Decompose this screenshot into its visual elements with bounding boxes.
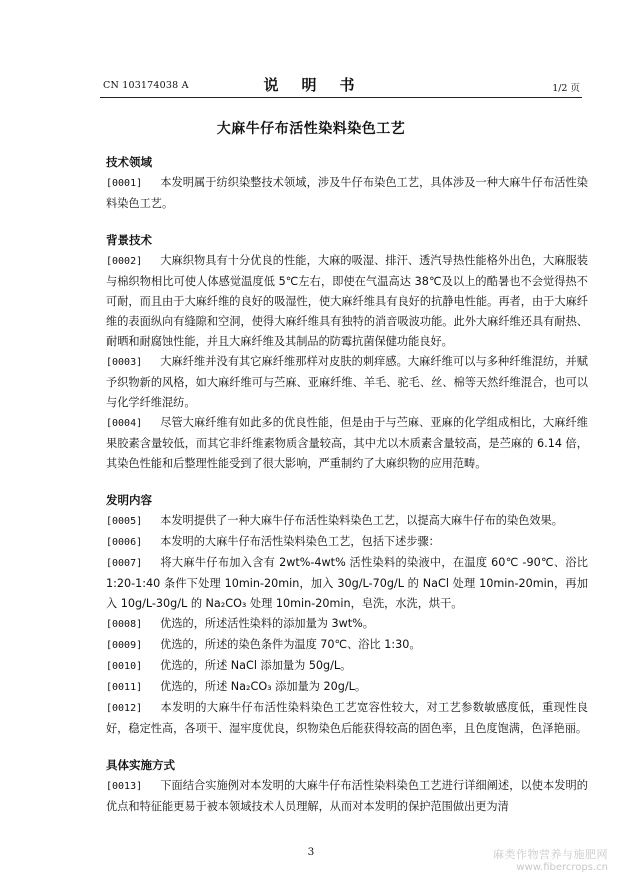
paragraph-text: 优选的，所述活性染料的添加量为 3wt%。: [160, 617, 374, 630]
document-body: [106, 152, 588, 833]
publication-number: CN 103174038 A: [103, 80, 189, 91]
paragraph: [106, 553, 588, 614]
paragraph-text: 大麻纤维并没有其它麻纤维那样对皮肤的刺痒感。大麻纤维可以与多种纤维混纺，并赋予织物新的风格，如大麻纤维可与苎麻、亚麻纤维、羊毛、驼毛、丝、棉等天然纤维混合，也可以与化学纤维混纺。: [106, 355, 588, 409]
section-heading: 发明内容: [106, 493, 152, 507]
paragraph: [106, 251, 588, 352]
paragraph-text: 本发明的大麻牛仔布活性染料染色工艺，包括下述步骤：: [160, 535, 440, 548]
paragraph-text: 优选的，所述 NaCl 添加量为 50g/L。: [160, 659, 352, 672]
paragraph-text: 优选的，所述的染色条件为温度 70℃、浴比 1:30。: [160, 638, 421, 651]
paragraph: [106, 413, 588, 474]
paragraph-number: [0012]: [106, 703, 143, 714]
page-number: 3: [307, 846, 315, 858]
paragraph: [106, 614, 588, 635]
paragraph-text: 优选的，所述 Na₂CO₃ 添加量为 20g/L。: [160, 680, 367, 693]
section: [106, 490, 588, 739]
paragraph-number: [0002]: [106, 256, 143, 267]
paragraph: [106, 776, 588, 817]
paragraph: [106, 352, 588, 413]
paragraph-number: [0006]: [106, 537, 143, 548]
page-indicator: 1/2 页: [552, 83, 580, 94]
watermark: [493, 848, 608, 874]
paragraph-number: [0011]: [106, 682, 143, 693]
watermark-url: www.fibercrops.cn: [516, 862, 608, 873]
paragraph: [106, 677, 588, 698]
paragraph: [106, 698, 588, 739]
paragraph-number: [0004]: [106, 418, 143, 429]
paragraph-text: 本发明属于纺织染整技术领域，涉及牛仔布染色工艺，具体涉及一种大麻牛仔布活性染料染色工艺。: [106, 176, 588, 210]
paragraph-number: [0013]: [106, 781, 143, 792]
document-title: 大麻牛仔布活性染料染色工艺: [216, 121, 406, 137]
paragraph: [106, 532, 588, 553]
paragraph: [106, 635, 588, 656]
section: [106, 152, 588, 214]
paragraph-number: [0009]: [106, 640, 143, 651]
section-heading: 背景技术: [106, 233, 152, 247]
paragraph-text: 本发明的大麻牛仔布活性染料染色工艺宽容性较大，对工艺参数敏感度低，重现性良好，稳定性高，各项干、湿牢度优良，织物染色后能获得较高的固色率，且色度饱满，色泽艳丽。: [106, 701, 588, 735]
paragraph-text: 下面结合实施例对本发明的大麻牛仔布活性染料染色工艺进行详细阐述，以使本发明的优点和特征能更易于被本领域技术人员理解，从而对本发明的保护范围做出更为清: [106, 779, 588, 813]
paragraph-number: [0010]: [106, 661, 143, 672]
watermark-site-name: 麻类作物营养与施肥网: [493, 848, 608, 861]
paragraph: [106, 173, 588, 214]
page-header: [0, 0, 622, 100]
paragraph-text: 本发明提供了一种大麻牛仔布活性染料染色工艺，以提高大麻牛仔布的染色效果。: [160, 514, 563, 527]
paragraph-text: 大麻织物具有十分优良的性能，大麻的吸湿、排汗、透汽导热性能格外出色，大麻服装与棉织物相比可使人体感觉温度低 5℃左右，即使在气温高达 38℃及以上的酷暑也不会觉得热不可耐，而且由于大麻纤维的良好的吸湿性，使大麻纤维具有良好的抗静电性能。再者，由于大麻纤维的表面纵向有缝隙和空洞，使得大麻纤维具有独特的消音吸波功能。此外大麻纤维还具有耐热、耐晒和耐腐蚀性能，并且大麻纤维及其制品的防霉抗菌保健功能良好。: [106, 254, 588, 348]
paragraph-number: [0007]: [106, 558, 143, 569]
paragraph: [106, 511, 588, 532]
paragraph-number: [0008]: [106, 619, 143, 630]
paragraph-text: 尽管大麻纤维有如此多的优良性能，但是由于与苎麻、亚麻的化学组成相比，大麻纤维果胶素含量较低，而其它非纤维素物质含量较高，其中尤以木质素含量较高，是苎麻的 6.14 倍，其染色性能和后整理性能受到了很大影响，严重制约了大麻织物的应用范畴。: [106, 416, 588, 470]
paragraph-number: [0005]: [106, 516, 143, 527]
section: [106, 230, 588, 474]
document-type: 说 明 书: [263, 76, 359, 94]
section-heading: 具体实施方式: [106, 758, 175, 772]
paragraph-text: 将大麻牛仔布加入含有 2wt%-4wt% 活性染料的染液中，在温度 60℃ -90℃、浴比 1:20-1:40 条件下处理 10min-20min，加入 30g/L-70g/L 的 NaCl 处理 10min-20min，再加入 10g/L-30g/L 的 Na₂CO₃ 处理 10min-20min，皂洗，水洗，烘干。: [106, 556, 588, 610]
paragraph: [106, 656, 588, 677]
section: [106, 755, 588, 817]
section-heading: 技术领域: [106, 155, 152, 169]
header-divider: [100, 97, 582, 98]
paragraph-number: [0003]: [106, 357, 143, 368]
paragraph-number: [0001]: [106, 178, 143, 189]
